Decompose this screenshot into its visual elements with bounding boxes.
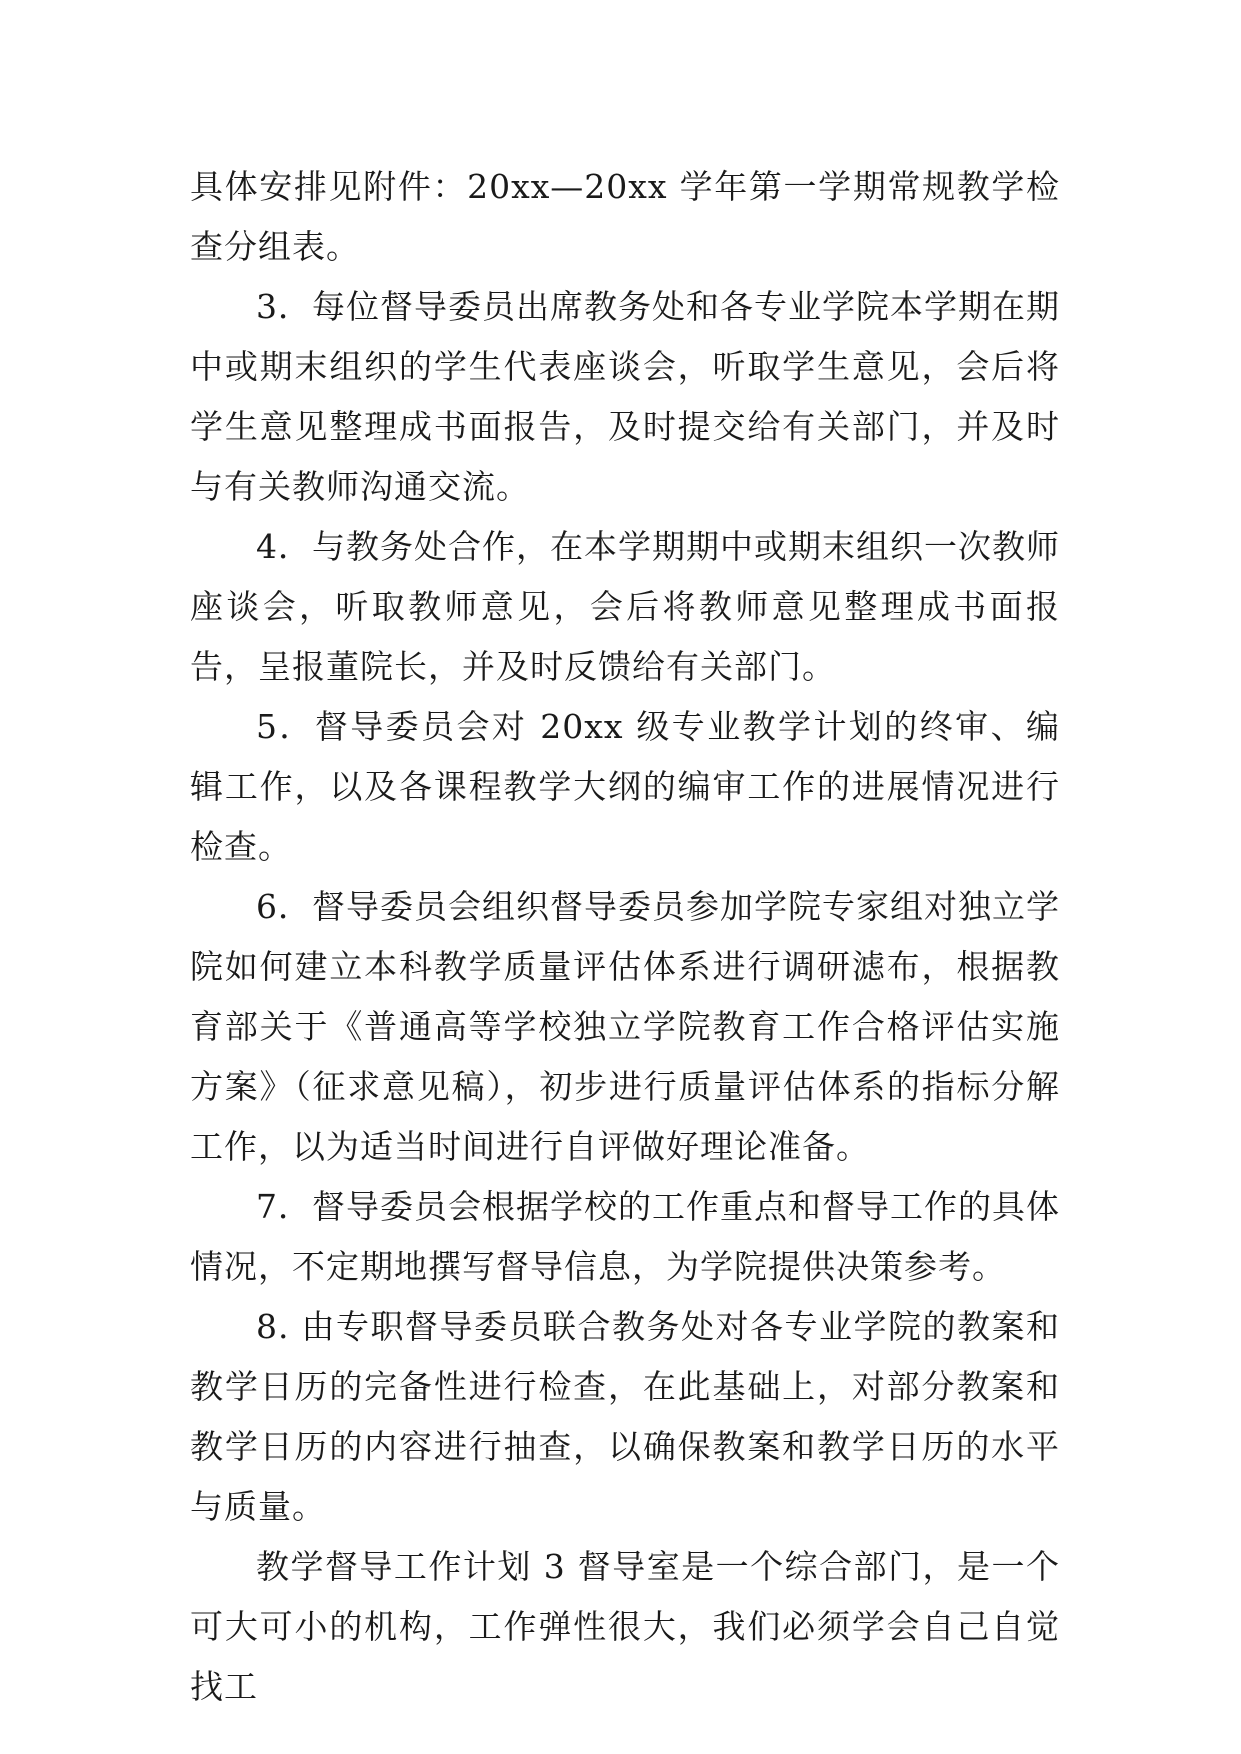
paragraph-item-3: 3．每位督导委员出席教务处和各专业学院本学期在期中或期末组织的学生代表座谈会，听取学生意见，会后将学生意见整理成书面报告，及时提交给有关部门，并及时与有关教师沟通交流。 — [190, 287, 1060, 506]
paragraph-item-4: 4．与教务处合作，在本学期期中或期末组织一次教师座谈会，听取教师意见，会后将教师意见整理成书面报告，呈报董院长，并及时反馈给有关部门。 — [190, 527, 1060, 686]
paragraph-attachment-note: 具体安排见附件：20xx—20xx 学年第一学期常规教学检查分组表。 — [190, 167, 1060, 266]
paragraph-item-8: 8. 由专职督导委员联合教务处对各专业学院的教案和教学日历的完备性进行检查，在此基础上，对部分教案和教学日历的内容进行抽查，以确保教案和教学日历的水平与质量。 — [190, 1307, 1060, 1526]
paragraph-item-5: 5．督导委员会对 20xx 级专业教学计划的终审、编辑工作，以及各课程教学大纲的编审工作的进展情况进行检查。 — [190, 707, 1060, 866]
paragraph-item-7: 7．督导委员会根据学校的工作重点和督导工作的具体情况，不定期地撰写督导信息，为学院提供决策参考。 — [190, 1187, 1060, 1286]
paragraph-plan-3-intro: 教学督导工作计划 3 督导室是一个综合部门，是一个可大可小的机构，工作弹性很大，我们必须学会自己自觉找工 — [190, 1547, 1060, 1706]
document-body — [190, 157, 1060, 1717]
paragraph-item-6: 6．督导委员会组织督导委员参加学院专家组对独立学院如何建立本科教学质量评估体系进行调研滤布，根据教育部关于《普通高等学校独立学院教育工作合格评估实施方案》（征求意见稿），初步进行质量评估体系的指标分解工作，以为适当时间进行自评做好理论准备。 — [190, 887, 1060, 1166]
